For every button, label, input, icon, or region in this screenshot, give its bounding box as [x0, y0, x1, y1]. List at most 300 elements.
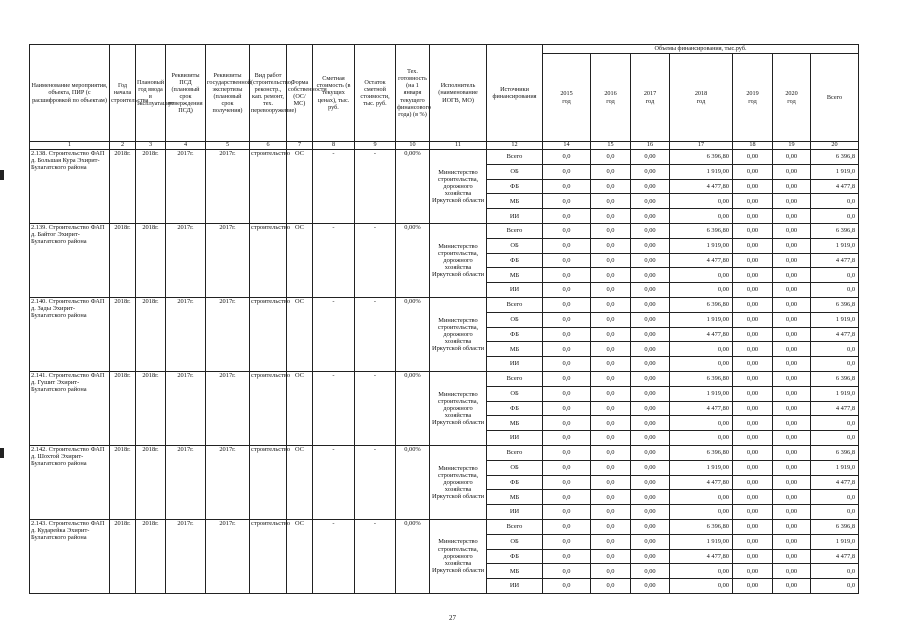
funding-value: 0,0 [591, 283, 631, 298]
funding-value: 0,0 [591, 475, 631, 490]
start-year: 2018г. [110, 297, 136, 371]
funding-value: 0,00 [670, 209, 733, 224]
object-name: 2.142. Строительство ФАП д. Шохтой Эхирит-Булагатского района [30, 445, 110, 519]
start-year: 2018г. [110, 150, 136, 224]
funding-value: 6 396,80 [670, 150, 733, 165]
column-number: 19 [773, 142, 811, 150]
funding-value: 0,00 [631, 431, 670, 446]
psd-date: 2017г. [166, 445, 206, 519]
object-name: 2.141. Строительство ФАП д. Гушит Эхирит-Булагатского района [30, 371, 110, 445]
funding-value: 0,0 [543, 475, 591, 490]
funding-value: 0,0 [591, 223, 631, 238]
funding-value: 0,0 [591, 297, 631, 312]
funding-value: 0,00 [773, 386, 811, 401]
readiness: 0,00% [396, 297, 430, 371]
table-row [30, 150, 859, 165]
funding-value: 0,0 [591, 579, 631, 594]
funding-value: 0,00 [733, 283, 773, 298]
funding-value: 0,0 [811, 490, 859, 505]
funding-source: Всего [487, 297, 543, 312]
table-row [30, 223, 859, 238]
header-ownership: Форма собственности (ОС/МС) [287, 45, 313, 142]
funding-value: 0,00 [631, 460, 670, 475]
funding-source: ФБ [487, 475, 543, 490]
funding-value: 0,00 [670, 416, 733, 431]
funding-value: 0,00 [733, 297, 773, 312]
funding-value: 0,0 [811, 209, 859, 224]
table-row [30, 297, 859, 312]
funding-value: 0,00 [733, 238, 773, 253]
expertise-date: 2017г. [206, 445, 250, 519]
funding-value: 6 396,8 [811, 150, 859, 165]
remaining-cost: - [355, 297, 396, 371]
funding-value: 0,00 [733, 150, 773, 165]
funding-value: 0,00 [733, 194, 773, 209]
commission-year: 2018г. [136, 297, 166, 371]
header-estimate: Сметная стоимость (в текущих ценах), тыс. руб. [313, 45, 355, 142]
funding-value: 0,0 [811, 268, 859, 283]
remaining-cost: - [355, 371, 396, 445]
funding-value: 0,00 [773, 297, 811, 312]
funding-source: Всего [487, 223, 543, 238]
column-number: 20 [811, 142, 859, 150]
column-number: 12 [487, 142, 543, 150]
year-label: 2019 [746, 90, 759, 98]
funding-value: 4 477,8 [811, 475, 859, 490]
funding-value: 0,0 [591, 371, 631, 386]
funding-value: 0,0 [811, 194, 859, 209]
funding-value: 0,00 [631, 475, 670, 490]
readiness: 0,00% [396, 519, 430, 593]
funding-source: ИИ [487, 283, 543, 298]
funding-value: 0,00 [733, 519, 773, 534]
funding-value: 0,0 [543, 460, 591, 475]
funding-value: 0,0 [591, 519, 631, 534]
funding-value: 6 396,8 [811, 223, 859, 238]
funding-value: 1 919,00 [670, 164, 733, 179]
funding-value: 0,00 [631, 579, 670, 594]
funding-source: Всего [487, 519, 543, 534]
funding-value: 0,0 [543, 209, 591, 224]
header-total: Всего [811, 54, 859, 142]
header-readiness: Тех. готовность (на 1 января текущего финансового года) (в %) [396, 45, 430, 142]
psd-date: 2017г. [166, 297, 206, 371]
funding-source: ОБ [487, 238, 543, 253]
funding-source: ОБ [487, 460, 543, 475]
funding-value: 0,00 [631, 283, 670, 298]
funding-value: 0,0 [543, 401, 591, 416]
funding-value: 0,00 [773, 519, 811, 534]
funding-value: 0,0 [591, 401, 631, 416]
funding-value: 1 919,0 [811, 164, 859, 179]
funding-source: Всего [487, 445, 543, 460]
funding-value: 0,00 [670, 431, 733, 446]
funding-value: 0,0 [591, 164, 631, 179]
column-number: 9 [355, 142, 396, 150]
funding-value: 0,0 [543, 490, 591, 505]
funding-value: 0,0 [811, 342, 859, 357]
ownership: ОС [287, 297, 313, 371]
funding-value: 0,00 [773, 223, 811, 238]
work-type: строительство [250, 371, 287, 445]
funding-value: 1 919,0 [811, 238, 859, 253]
commission-year: 2018г. [136, 445, 166, 519]
funding-value: 0,0 [811, 283, 859, 298]
funding-value: 1 919,00 [670, 534, 733, 549]
funding-value: 0,0 [591, 209, 631, 224]
estimate-cost: - [313, 297, 355, 371]
object-name: 2.139. Строительство ФАП д. Байтог Эхирит-Булагатского района [30, 223, 110, 297]
funding-value: 0,00 [631, 253, 670, 268]
funding-value: 0,00 [670, 505, 733, 520]
funding-source: МБ [487, 490, 543, 505]
funding-source: МБ [487, 268, 543, 283]
ownership: ОС [287, 371, 313, 445]
funding-value: 0,00 [733, 505, 773, 520]
funding-value: 0,0 [591, 564, 631, 579]
funding-value: 0,00 [670, 268, 733, 283]
funding-value: 0,0 [543, 371, 591, 386]
funding-value: 0,00 [773, 194, 811, 209]
start-year: 2018г. [110, 371, 136, 445]
estimate-cost: - [313, 371, 355, 445]
funding-value: 0,0 [591, 268, 631, 283]
funding-value: 0,0 [591, 194, 631, 209]
psd-date: 2017г. [166, 150, 206, 224]
funding-value: 0,00 [631, 401, 670, 416]
remaining-cost: - [355, 519, 396, 593]
ownership: ОС [287, 223, 313, 297]
funding-source: ОБ [487, 386, 543, 401]
funding-value: 0,00 [670, 357, 733, 372]
object-name: 2.138. Строительство ФАП д. Большая Кура Эхирит-Булагатского района [30, 150, 110, 224]
funding-value: 0,00 [733, 312, 773, 327]
funding-value: 4 477,8 [811, 253, 859, 268]
funding-value: 6 396,8 [811, 297, 859, 312]
funding-value: 0,0 [811, 564, 859, 579]
readiness: 0,00% [396, 371, 430, 445]
column-number: 14 [543, 142, 591, 150]
funding-value: 0,00 [670, 579, 733, 594]
start-year: 2018г. [110, 519, 136, 593]
funding-value: 0,00 [631, 564, 670, 579]
header-psd: Реквизиты ПСД (плановый срок утверждения ПСД) [166, 45, 206, 142]
column-number: 16 [631, 142, 670, 150]
funding-value: 0,00 [733, 564, 773, 579]
executor: Министерство строительства, дорожного хозяйства Иркутской области [430, 519, 487, 593]
funding-source: МБ [487, 416, 543, 431]
header-year-2020 [773, 54, 811, 142]
commission-year: 2018г. [136, 223, 166, 297]
funding-value: 0,0 [543, 327, 591, 342]
funding-value: 0,0 [543, 238, 591, 253]
funding-value: 0,00 [670, 564, 733, 579]
funding-value: 0,0 [591, 253, 631, 268]
work-type: строительство [250, 297, 287, 371]
psd-date: 2017г. [166, 223, 206, 297]
column-number: 5 [206, 142, 250, 150]
funding-value: 0,00 [733, 401, 773, 416]
column-number: 8 [313, 142, 355, 150]
header-start-year: Год начала строительства [110, 45, 136, 142]
funding-value: 0,0 [543, 194, 591, 209]
funding-value: 6 396,8 [811, 445, 859, 460]
funding-value: 6 396,8 [811, 371, 859, 386]
funding-source: Всего [487, 371, 543, 386]
funding-value: 4 477,8 [811, 327, 859, 342]
funding-value: 0,0 [543, 179, 591, 194]
funding-value: 0,0 [543, 445, 591, 460]
expertise-date: 2017г. [206, 223, 250, 297]
funding-value: 4 477,8 [811, 549, 859, 564]
year-label: 2018 [694, 90, 708, 98]
funding-value: 0,00 [631, 150, 670, 165]
header-remaining: Остаток сметной стоимости, тыс. руб. [355, 45, 396, 142]
funding-value: 0,0 [811, 505, 859, 520]
funding-value: 0,0 [543, 579, 591, 594]
funding-value: 0,00 [733, 431, 773, 446]
funding-source: ФБ [487, 401, 543, 416]
funding-value: 0,00 [773, 431, 811, 446]
column-number: 15 [591, 142, 631, 150]
funding-value: 1 919,0 [811, 312, 859, 327]
year-unit: год [562, 97, 571, 105]
funding-value: 0,0 [543, 312, 591, 327]
funding-value: 0,0 [591, 534, 631, 549]
header-name: Наименование мероприятия, объекта, ПИР (с расшифровкой по объектам) [30, 45, 110, 142]
table-row [30, 445, 859, 460]
readiness: 0,00% [396, 150, 430, 224]
funding-value: 0,00 [631, 327, 670, 342]
funding-value: 0,0 [543, 534, 591, 549]
funding-value: 0,0 [543, 357, 591, 372]
expertise-date: 2017г. [206, 371, 250, 445]
funding-value: 0,00 [773, 357, 811, 372]
funding-value: 0,00 [733, 549, 773, 564]
remaining-cost: - [355, 150, 396, 224]
funding-value: 0,00 [631, 371, 670, 386]
column-number: 10 [396, 142, 430, 150]
executor: Министерство строительства, дорожного хозяйства Иркутской области [430, 150, 487, 224]
funding-value: 0,0 [811, 357, 859, 372]
funding-value: 0,0 [543, 519, 591, 534]
funding-value: 0,00 [733, 386, 773, 401]
work-type: строительство [250, 519, 287, 593]
funding-value: 1 919,00 [670, 386, 733, 401]
funding-source: ФБ [487, 179, 543, 194]
funding-value: 0,0 [591, 416, 631, 431]
psd-date: 2017г. [166, 519, 206, 593]
commission-year: 2018г. [136, 371, 166, 445]
header-year-2015 [543, 54, 591, 142]
funding-value: 0,0 [811, 431, 859, 446]
funding-value: 4 477,80 [670, 253, 733, 268]
scan-mark [0, 170, 4, 180]
funding-value: 0,00 [733, 268, 773, 283]
commission-year: 2018г. [136, 150, 166, 224]
funding-value: 0,0 [543, 297, 591, 312]
funding-value: 0,00 [631, 268, 670, 283]
funding-value: 4 477,80 [670, 327, 733, 342]
year-unit: год [696, 97, 706, 105]
funding-source: ОБ [487, 312, 543, 327]
executor: Министерство строительства, дорожного хозяйства Иркутской области [430, 371, 487, 445]
funding-value: 0,0 [591, 342, 631, 357]
funding-value: 0,00 [773, 164, 811, 179]
readiness: 0,00% [396, 445, 430, 519]
funding-value: 0,0 [591, 357, 631, 372]
estimate-cost: - [313, 519, 355, 593]
funding-value: 0,00 [631, 342, 670, 357]
estimate-cost: - [313, 445, 355, 519]
funding-value: 0,00 [733, 342, 773, 357]
year-label: 2016 [604, 90, 617, 98]
funding-value: 0,0 [811, 416, 859, 431]
funding-value: 0,00 [773, 401, 811, 416]
funding-value: 0,00 [631, 297, 670, 312]
executor: Министерство строительства, дорожного хозяйства Иркутской области [430, 445, 487, 519]
funding-value: 0,00 [670, 283, 733, 298]
funding-value: 0,0 [591, 238, 631, 253]
funding-value: 0,0 [543, 268, 591, 283]
funding-value: 0,00 [733, 209, 773, 224]
funding-value: 0,00 [670, 194, 733, 209]
header-year-2017 [631, 54, 670, 142]
funding-value: 0,00 [631, 209, 670, 224]
funding-source: Всего [487, 150, 543, 165]
expertise-date: 2017г. [206, 297, 250, 371]
expertise-date: 2017г. [206, 150, 250, 224]
funding-value: 0,00 [773, 445, 811, 460]
funding-value: 0,0 [543, 253, 591, 268]
commission-year: 2018г. [136, 519, 166, 593]
funding-value: 0,0 [543, 164, 591, 179]
estimate-cost: - [313, 223, 355, 297]
funding-value: 0,0 [543, 386, 591, 401]
funding-value: 4 477,80 [670, 549, 733, 564]
funding-source: МБ [487, 342, 543, 357]
funding-value: 0,0 [543, 283, 591, 298]
funding-source: МБ [487, 194, 543, 209]
funding-value: 4 477,80 [670, 179, 733, 194]
column-number: 18 [733, 142, 773, 150]
ownership: ОС [287, 445, 313, 519]
object-name: 2.140. Строительство ФАП д. Зады Эхирит-Булагатского района [30, 297, 110, 371]
funding-value: 0,00 [631, 179, 670, 194]
funding-source: ОБ [487, 534, 543, 549]
funding-value: 0,00 [733, 579, 773, 594]
funding-value: 0,00 [773, 534, 811, 549]
funding-value: 0,0 [591, 549, 631, 564]
remaining-cost: - [355, 445, 396, 519]
executor: Министерство строительства, дорожного хозяйства Иркутской области [430, 297, 487, 371]
funding-value: 0,0 [591, 445, 631, 460]
year-unit: год [606, 97, 615, 105]
funding-value: 0,00 [631, 386, 670, 401]
funding-value: 0,00 [631, 312, 670, 327]
funding-value: 4 477,80 [670, 475, 733, 490]
funding-source: ИИ [487, 505, 543, 520]
funding-value: 6 396,80 [670, 445, 733, 460]
funding-value: 0,0 [543, 431, 591, 446]
start-year: 2018г. [110, 223, 136, 297]
object-name: 2.143. Строительство ФАП д. Кударейка Эхирит-Булагатского района [30, 519, 110, 593]
funding-value: 0,0 [591, 150, 631, 165]
funding-value: 0,0 [543, 416, 591, 431]
funding-value: 4 477,8 [811, 179, 859, 194]
funding-value: 0,0 [591, 386, 631, 401]
funding-value: 0,00 [733, 534, 773, 549]
funding-value: 0,00 [631, 445, 670, 460]
column-number: 3 [136, 142, 166, 150]
funding-table [29, 44, 859, 594]
funding-value: 0,00 [733, 223, 773, 238]
header-year-2018 [670, 54, 733, 142]
column-number: 1 [30, 142, 110, 150]
funding-value: 6 396,80 [670, 371, 733, 386]
funding-value: 0,00 [773, 283, 811, 298]
funding-value: 0,00 [631, 164, 670, 179]
work-type: строительство [250, 150, 287, 224]
year-label: 2017 [643, 90, 657, 98]
funding-source: ФБ [487, 327, 543, 342]
column-number: 11 [430, 142, 487, 150]
funding-value: 0,00 [733, 179, 773, 194]
funding-source: МБ [487, 564, 543, 579]
funding-value: 6 396,80 [670, 297, 733, 312]
executor: Министерство строительства, дорожного хозяйства Иркутской области [430, 223, 487, 297]
year-unit: год [787, 97, 796, 105]
ownership: ОС [287, 150, 313, 224]
funding-value: 0,0 [591, 431, 631, 446]
funding-value: 0,0 [543, 342, 591, 357]
funding-value: 0,00 [773, 327, 811, 342]
funding-value: 0,00 [733, 490, 773, 505]
funding-value: 0,00 [773, 416, 811, 431]
funding-value: 0,00 [773, 505, 811, 520]
column-number: 7 [287, 142, 313, 150]
funding-value: 0,00 [733, 445, 773, 460]
funding-value: 1 919,0 [811, 460, 859, 475]
funding-value: 0,0 [591, 490, 631, 505]
funding-value: 0,0 [591, 460, 631, 475]
year-label: 2015 [560, 90, 573, 98]
header-year-2019 [733, 54, 773, 142]
funding-source: ИИ [487, 431, 543, 446]
year-label: 2020 [785, 90, 798, 98]
table-row [30, 371, 859, 386]
funding-value: 0,00 [631, 534, 670, 549]
funding-value: 0,00 [773, 579, 811, 594]
funding-value: 0,00 [733, 460, 773, 475]
funding-value: 1 919,00 [670, 312, 733, 327]
header-executor: Исполнитель (наименование ИОГВ, МО) [430, 45, 487, 142]
work-type: строительство [250, 223, 287, 297]
start-year: 2018г. [110, 445, 136, 519]
ownership: ОС [287, 519, 313, 593]
funding-value: 1 919,0 [811, 534, 859, 549]
funding-value: 0,00 [631, 490, 670, 505]
header-work-type: Вид работ (строительство, реконстр., кап. ремонт, тех. перевооружение) [250, 45, 287, 142]
funding-value: 0,00 [773, 342, 811, 357]
funding-value: 0,0 [543, 223, 591, 238]
psd-date: 2017г. [166, 371, 206, 445]
funding-value: 1 919,00 [670, 460, 733, 475]
page-number: 27 [449, 614, 456, 622]
header-funding-group: Объемы финансирования, тыс.руб. [543, 45, 859, 54]
funding-value: 0,00 [773, 238, 811, 253]
year-unit: год [645, 97, 655, 105]
